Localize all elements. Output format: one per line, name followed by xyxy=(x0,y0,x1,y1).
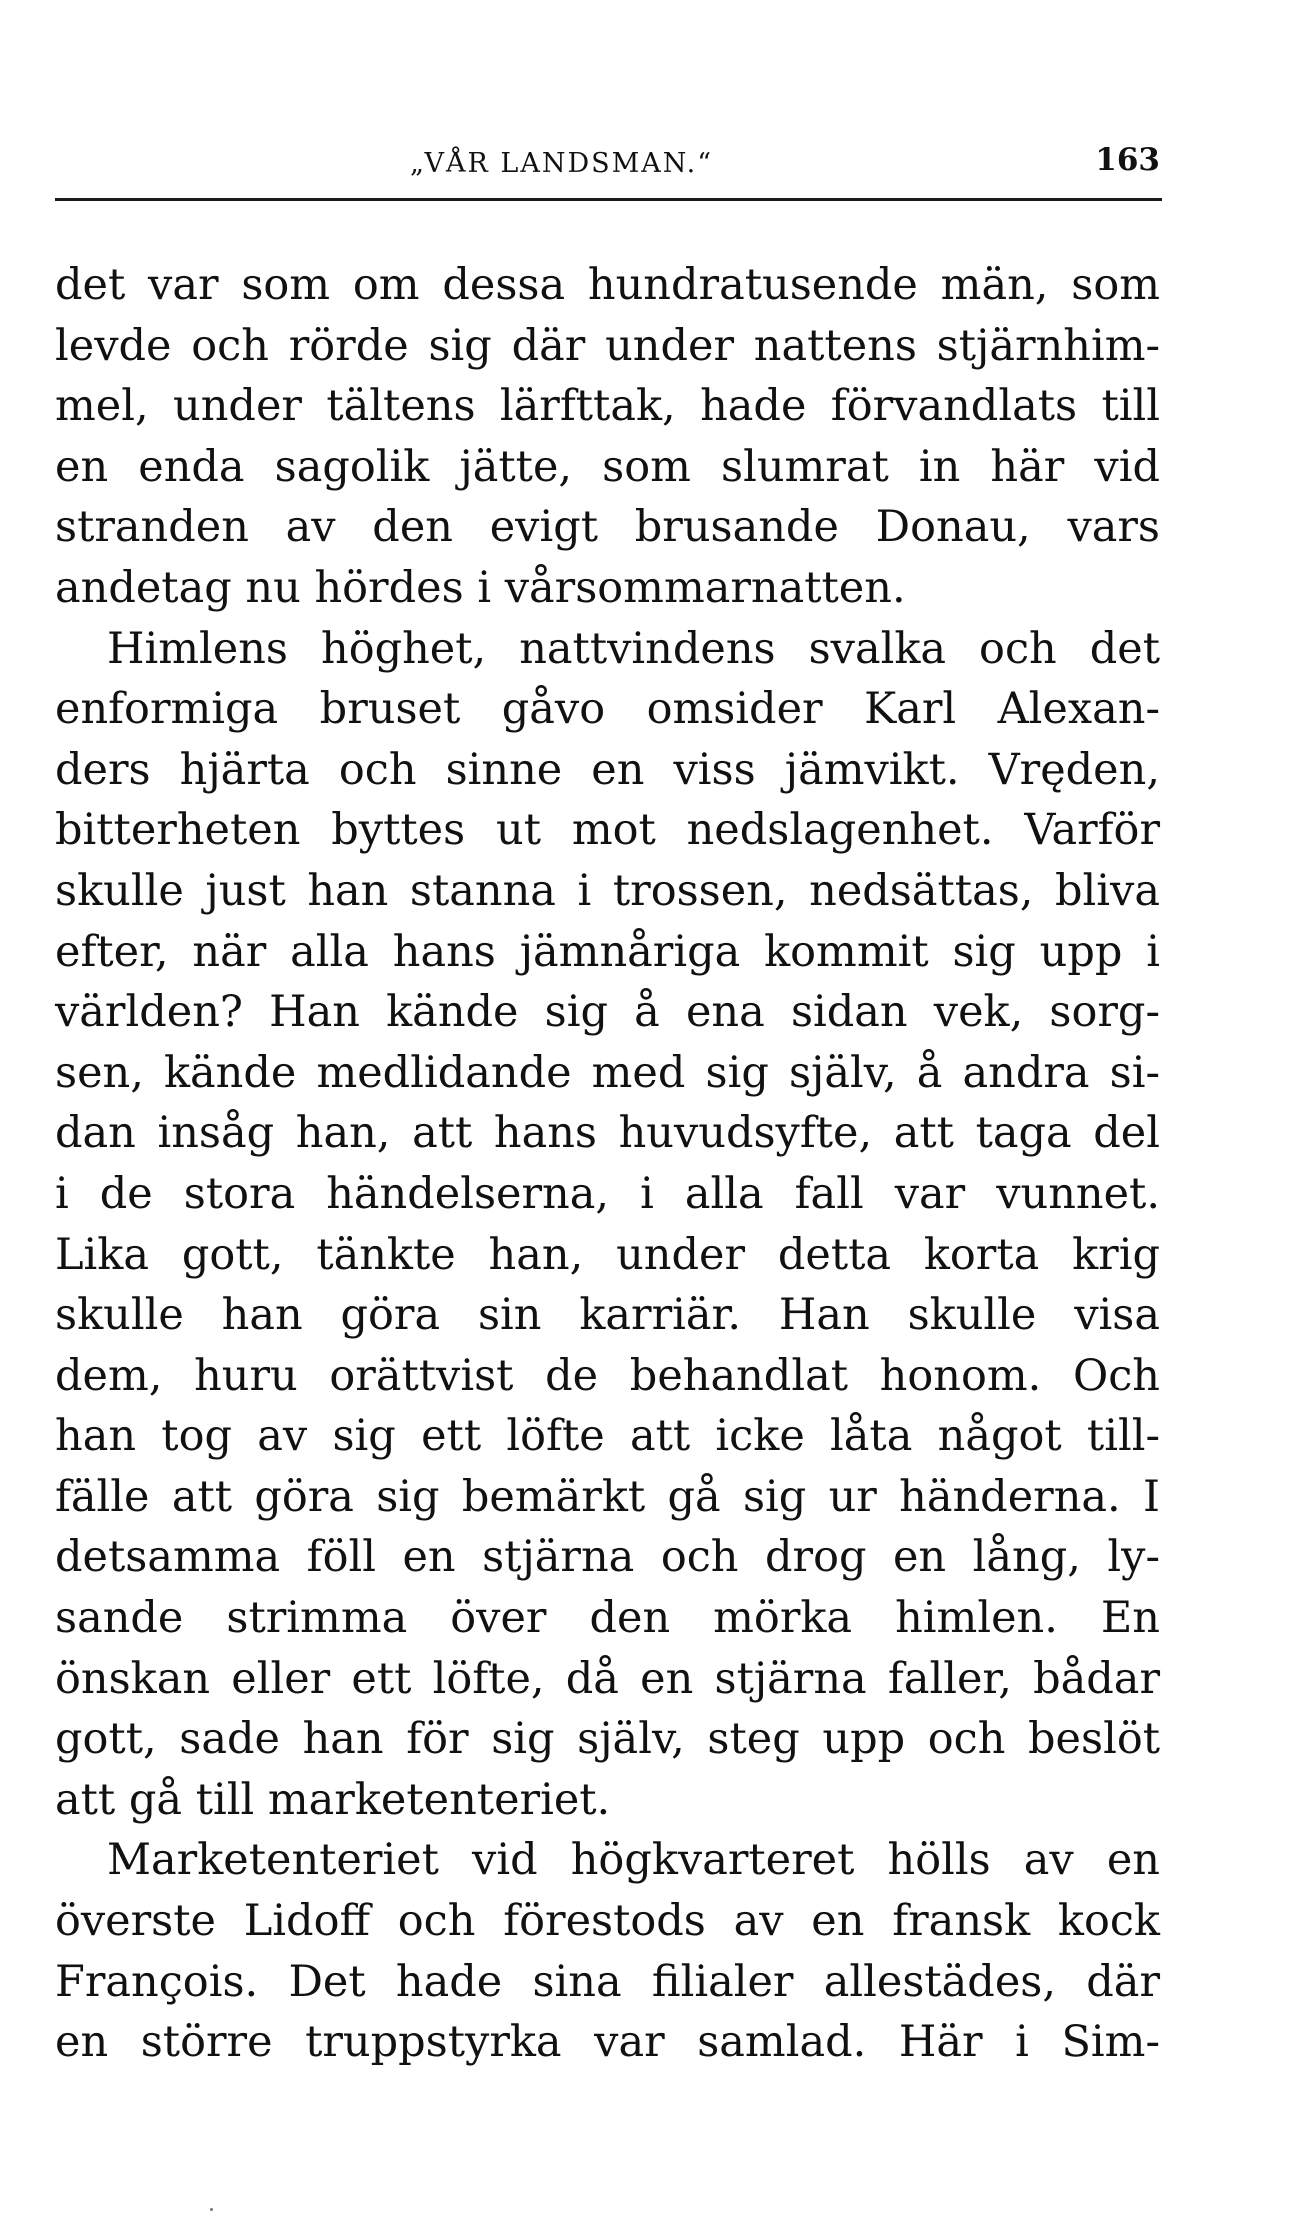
running-title: „VÅR LANDSMAN.“ xyxy=(410,148,714,179)
text-line: att gå till marketenteriet. xyxy=(55,1774,611,1825)
text-line: mel, under tältens lärfttak, hade förvandlats till xyxy=(55,381,1160,432)
page-number: 163 xyxy=(1095,142,1160,178)
text-line: enformiga bruset gåvo omsider Karl Alexan- xyxy=(55,684,1160,735)
text-line: en större truppstyrka var samlad. Här i Sim- xyxy=(55,2017,1160,2068)
text-line: världen? Han kände sig å ena sidan vek, sorg- xyxy=(55,987,1160,1038)
text-line: skulle han göra sin karriär. Han skulle visa xyxy=(55,1290,1160,1341)
text-line: gott, sade han för sig själv, steg upp och beslöt xyxy=(55,1714,1160,1765)
text-line: överste Lidoff och förestods av en fransk kock xyxy=(55,1896,1160,1947)
text-line: fälle att göra sig bemärkt gå sig ur händerna. I xyxy=(55,1471,1160,1522)
text-line: efter, när alla hans jämnåriga kommit sig upp i xyxy=(55,926,1160,977)
text-line: François. Det hade sina filialer allestädes, där xyxy=(55,1956,1160,2007)
running-head xyxy=(55,132,1160,182)
text-line: sande strimma över den mörka himlen. En xyxy=(55,1593,1160,1644)
text-line: sen, kände medlidande med sig själv, å andra si- xyxy=(55,1047,1160,1098)
text-line: Himlens höghet, nattvindens svalka och det xyxy=(107,623,1160,674)
text-line: Lika gott, tänkte han, under detta korta krig xyxy=(55,1229,1160,1280)
header-rule xyxy=(55,198,1162,201)
text-line: skulle just han stanna i trossen, nedsättas, bliva xyxy=(55,865,1160,916)
text-line: ders hjärta och sinne en viss jämvikt. Vręden, xyxy=(55,744,1160,795)
text-line: bitterheten byttes ut mot nedslagenhet. Varför xyxy=(55,805,1160,856)
text-line: det var som om dessa hundratusende män, som xyxy=(55,260,1160,310)
text-line: han tog av sig ett löfte att icke låta något till- xyxy=(55,1411,1160,1462)
text-line: en enda sagolik jätte, som slumrat in här vid xyxy=(55,441,1160,492)
text-line: stranden av den evigt brusande Donau, vars xyxy=(55,502,1160,553)
text-line: Marketenteriet vid högkvarteret hölls av en xyxy=(107,1835,1160,1886)
body-text xyxy=(55,255,1160,2073)
text-line: andetag nu hördes i vårsommarnatten. xyxy=(55,562,906,613)
text-line: dan insåg han, att hans huvudsyfte, att taga del xyxy=(55,1108,1160,1159)
text-line: i de stora händelserna, i alla fall var vunnet. xyxy=(55,1168,1160,1219)
text-line: detsamma föll en stjärna och drog en lång, ly- xyxy=(55,1532,1160,1583)
text-line: önskan eller ett löfte, då en stjärna faller, bådar xyxy=(55,1653,1160,1704)
paper-speck xyxy=(210,2208,213,2211)
text-line: levde och rörde sig där under nattens stjärnhim- xyxy=(55,320,1160,371)
text-line: dem, huru orättvist de behandlat honom. Och xyxy=(55,1350,1160,1401)
